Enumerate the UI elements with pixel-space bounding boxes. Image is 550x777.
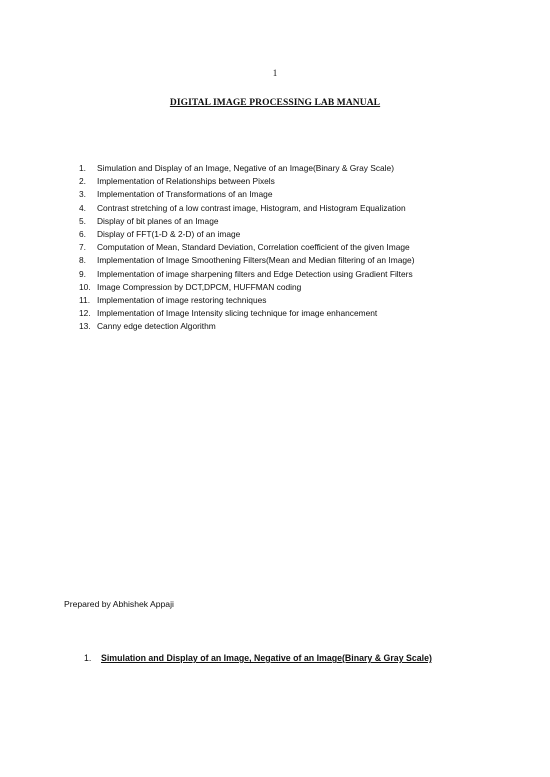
list-item-number: 1.: [79, 163, 86, 173]
list-item: [79, 228, 509, 241]
list-item: [79, 202, 509, 215]
list-item-text: Implementation of Image Intensity slicing technique for image enhancement: [97, 308, 378, 319]
list-item-number: 2.: [79, 176, 86, 187]
list-item-number: 3.: [79, 189, 86, 200]
list-item: [79, 162, 509, 175]
list-item-number: 6.: [79, 229, 86, 240]
list-item-number: 5.: [79, 215, 86, 226]
list-item: [79, 188, 509, 201]
list-item: [79, 307, 509, 320]
list-item-text: Display of FFT(1-D & 2-D) of an image: [97, 229, 241, 240]
list-item-number: 10.: [79, 281, 91, 292]
section-heading: [84, 653, 432, 663]
list-item-number: 11.: [79, 295, 91, 306]
list-item-text: Implementation of image restoring techniques: [97, 295, 267, 306]
list-item-text: Implementation of Image Smoothening Filters(Mean and Median filtering of an Image): [97, 255, 415, 266]
list-item: [79, 254, 509, 267]
list-item-text: Implementation of Transformations of an Image: [97, 189, 273, 200]
list-item-text: Computation of Mean, Standard Deviation, Correlation coefficient of the given Image: [97, 242, 410, 253]
list-item: [79, 320, 509, 333]
list-item-number: 9.: [79, 268, 86, 279]
contents-list: [79, 162, 509, 334]
list-item-number: 8.: [79, 255, 86, 266]
list-item-text: Image Compression by DCT,DPCM, HUFFMAN coding: [97, 281, 302, 292]
list-item-number: 12.: [79, 308, 91, 319]
section-number: 1.: [84, 653, 92, 663]
prepared-by: Prepared by Abhishek Appaji: [64, 599, 174, 609]
section-title: Simulation and Display of an Image, Negative of an Image(Binary & Gray Scale): [101, 653, 432, 663]
list-item-number: 7.: [79, 242, 86, 253]
list-item: [79, 281, 509, 294]
list-item: [79, 294, 509, 307]
list-item-number: 13.: [79, 321, 91, 332]
list-item: [79, 215, 509, 228]
list-item-text: Contrast stretching of a low contrast image, Histogram, and Histogram Equalization: [97, 202, 406, 213]
list-item: [79, 175, 509, 188]
list-item: [79, 241, 509, 254]
list-item-text: Simulation and Display of an Image, Negative of an Image(Binary & Gray Scale): [97, 163, 394, 173]
list-item-text: Implementation of Relationships between Pixels: [97, 176, 275, 187]
list-item-text: Canny edge detection Algorithm: [97, 321, 216, 332]
page-number: 1: [272, 68, 278, 78]
list-item-text: Display of bit planes of an Image: [97, 215, 219, 226]
list-item-text: Implementation of image sharpening filters and Edge Detection using Gradient Filters: [97, 268, 413, 279]
list-item: [79, 268, 509, 281]
document-title: DIGITAL IMAGE PROCESSING LAB MANUAL: [169, 98, 381, 108]
list-item-number: 4.: [79, 202, 86, 213]
